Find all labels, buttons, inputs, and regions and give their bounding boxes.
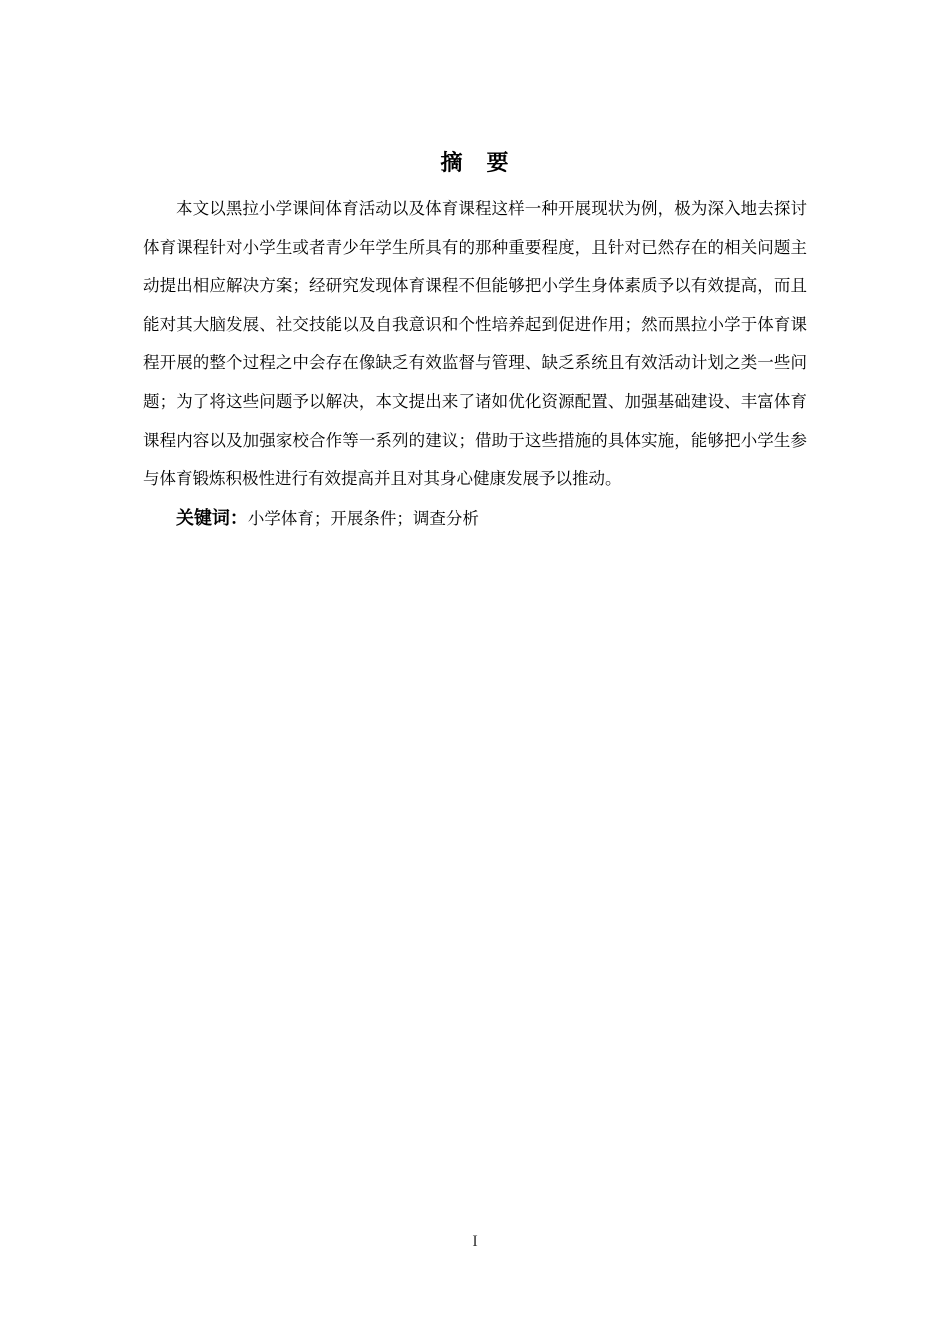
abstract-paragraph: 本文以黑拉小学课间体育活动以及体育课程这样一种开展现状为例，极为深入地去探讨体育课程针对小学生或者青少年学生所具有的那种重要程度，且针对已然存在的相关问题主动提出相应解决方案；经研究发现体育课程不但能够把小学生身体素质予以有效提高，而且能对其大脑发展、社交技能以及自我意识和个性培养起到促进作用；然而黑拉小学于体育课程开展的整个过程之中会存在像缺乏有效监督与管理、缺乏系统且有效活动计划之类一些问题；为了将这些问题予以解决，本文提出来了诸如优化资源配置、加强基础建设、丰富体育课程内容以及加强家校合作等一系列的建议；借助于这些措施的具体实施，能够把小学生参与体育锻炼积极性进行有效提高并且对其身心健康发展予以推动。 <box>143 199 807 489</box>
abstract-title: 摘 要 <box>440 150 510 175</box>
keywords-label: 关键词： <box>176 507 248 528</box>
page-number: I <box>472 1233 478 1250</box>
keywords-text: 小学体育；开展条件；调查分析 <box>247 508 479 528</box>
keywords-line <box>143 499 807 539</box>
abstract-body <box>143 190 807 538</box>
